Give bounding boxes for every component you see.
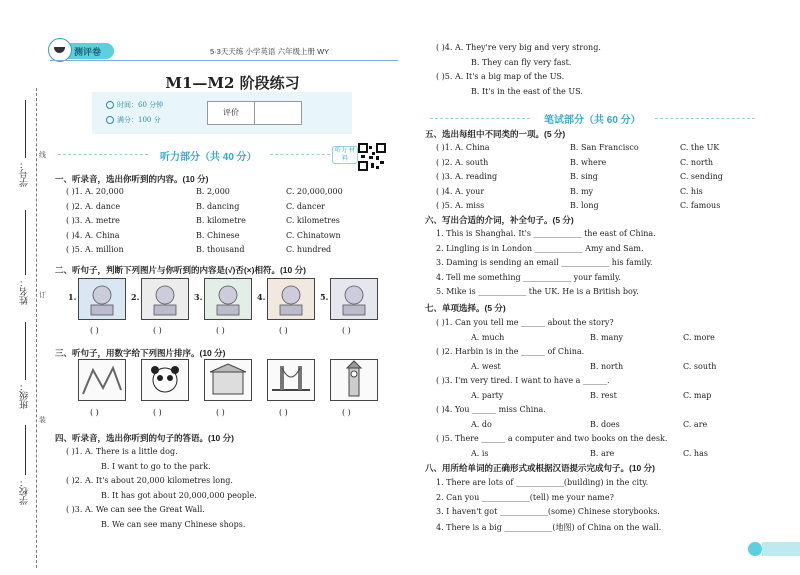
option-c[interactable]: C. the UK (680, 143, 720, 152)
option-c[interactable]: C. has (683, 448, 708, 458)
option-a[interactable]: A. is (471, 448, 489, 458)
option-a[interactable]: A. do (471, 419, 492, 429)
option-b[interactable]: B. dancing (196, 201, 240, 211)
option-a[interactable]: ( )2. A. south (436, 157, 489, 167)
score-line (106, 115, 161, 125)
option-c[interactable]: C. his (680, 186, 703, 196)
score-text: 满分：100 分 (117, 116, 161, 124)
number-line[interactable] (25, 100, 26, 158)
seal-char: 订 (39, 291, 46, 299)
picture-number: 4. (257, 292, 266, 302)
section-5-title: 五、选出每组中不同类的一项。(5 分) (425, 129, 566, 139)
qr-code-icon[interactable] (358, 143, 386, 171)
option-c[interactable]: C. hundred (286, 245, 332, 255)
number-label: 学号： (20, 160, 30, 187)
section-2-title: 二、听句子，判断下列图片与你听到的内容是(√)否(×)相符。(10 分) (55, 265, 306, 275)
question-line[interactable]: ( )2. Harbin is in the ______ of China. (436, 347, 585, 356)
reply-option-b[interactable]: B. We can see many Chinese shops. (101, 519, 246, 529)
option-b[interactable]: B. kilometre (196, 216, 246, 226)
reply-option-a[interactable]: ( )3. A. We can see the Great Wall. (66, 505, 205, 514)
binding-strip (0, 0, 45, 575)
question-line[interactable]: ( )4. You ______ miss China. (436, 405, 546, 414)
page-bar (762, 542, 800, 556)
option-c[interactable]: C. dancer (286, 201, 326, 211)
answer-paren[interactable]: ( ) (342, 326, 351, 335)
option-b[interactable]: B. my (570, 186, 594, 196)
option-b[interactable]: B. sing (570, 172, 598, 181)
series-info: 5·3天天练 小学英语 六年级上册 WY (210, 47, 330, 56)
option-b[interactable]: B. many (590, 332, 623, 342)
reply-option-a[interactable]: ( )1. A. There is a little dog. (66, 447, 178, 456)
page-marker-icon (748, 542, 762, 556)
test-badge (50, 43, 114, 59)
option-b[interactable]: B. Chinese (196, 230, 240, 240)
section-8-title: 八、用所给单词的正确形式或根据汉语提示完成句子。(10 分) (425, 463, 655, 473)
banner-rule (58, 154, 148, 155)
option-c[interactable]: C. map (683, 390, 712, 400)
option-c[interactable]: C. Chinatown (286, 230, 341, 240)
reply-option-a[interactable]: ( )4. A. They're very big and very strong. (436, 43, 601, 52)
banner-rule (655, 118, 755, 119)
mascot-icon (48, 38, 72, 62)
option-a[interactable]: ( )5. A. miss (436, 201, 485, 210)
cut-line (36, 88, 37, 568)
section-6-title: 六、写出合适的介词，补全句子。(5 分) (425, 215, 574, 225)
answer-paren[interactable]: ( ) (90, 326, 99, 335)
option-b[interactable]: B. thousand (196, 245, 245, 255)
answer-paren[interactable]: ( ) (279, 408, 288, 417)
time-line (106, 100, 163, 110)
time-text: 时间：60 分钟 (117, 101, 164, 109)
info-box (92, 92, 352, 134)
picture (78, 359, 126, 401)
option-b[interactable]: B. San Francisco (570, 143, 639, 152)
evaluation-label: 评价 (207, 101, 255, 125)
section-4-title: 四、听录音，选出你听到的句子的答语。(10 分) (55, 433, 234, 443)
reply-option-b[interactable]: B. They can fly very fast. (471, 57, 572, 67)
option-c[interactable]: C. are (683, 419, 708, 429)
school-label: 学校： (20, 478, 30, 505)
picture (204, 359, 252, 401)
name-label: 姓名： (20, 278, 30, 305)
answer-paren[interactable]: ( ) (153, 326, 162, 335)
option-a[interactable]: A. west (471, 361, 501, 371)
picture (330, 278, 378, 320)
fill-blank-line[interactable]: 2. Can you ____________(tell) me your name? (436, 492, 614, 502)
option-c[interactable]: C. south (683, 361, 717, 371)
option-c[interactable]: C. famous (680, 201, 721, 210)
class-line[interactable] (25, 322, 26, 380)
picture (267, 278, 315, 320)
option-row-a[interactable]: ( )2. A. dance (66, 201, 121, 211)
evaluation-box[interactable] (254, 101, 302, 125)
check-icon (106, 116, 114, 124)
fill-blank-line[interactable]: 2. Lingling is in London ____________ Amy and Sam. (436, 243, 644, 253)
option-row-a[interactable]: ( )5. A. million (66, 245, 124, 255)
option-b[interactable]: B. where (570, 157, 607, 167)
banner-rule (430, 118, 530, 119)
reply-option-b[interactable]: B. It's in the east of the US. (471, 86, 583, 96)
reply-option-b[interactable]: B. I want to go to the park. (101, 461, 211, 471)
fill-blank-line[interactable]: 1. There are lots of ____________(building) in the city. (436, 478, 649, 487)
option-c[interactable]: C. north (680, 157, 714, 167)
fill-blank-line[interactable]: 4. There is a big ____________(地图) of China on the wall. (436, 522, 662, 532)
option-a[interactable]: A. much (471, 332, 505, 342)
picture (141, 278, 189, 320)
answer-paren[interactable]: ( ) (216, 326, 225, 335)
picture-number: 3. (194, 292, 203, 302)
fill-blank-line[interactable]: 5. Mike is ____________ the UK. He is a British boy. (436, 287, 639, 297)
fill-blank-line[interactable]: 4. Tell me something ____________ your family. (436, 272, 621, 282)
option-a[interactable]: ( )3. A. reading (436, 172, 498, 181)
question-line[interactable]: ( )3. I'm very tired. I want to have a ______. (436, 376, 610, 385)
class-label: 班级： (20, 382, 30, 409)
qr-label: 听力 材料 (332, 146, 358, 164)
answer-paren[interactable]: ( ) (90, 408, 99, 417)
badge-text: 测评卷 (74, 47, 102, 57)
seal-char: 线 (39, 151, 46, 159)
picture (267, 359, 315, 401)
listening-banner: 听力部分（共 40 分） (160, 152, 257, 163)
fill-blank-line[interactable]: 3. I haven't got ____________(some) Chinese storybooks. (436, 507, 660, 517)
option-b[interactable]: B. north (590, 361, 624, 371)
picture (141, 359, 189, 401)
option-b[interactable]: B. long (570, 201, 599, 210)
section-3-title: 三、听句子，用数字给下列图片排序。(10 分) (55, 348, 226, 358)
answer-paren[interactable]: ( ) (342, 408, 351, 417)
picture-number: 5. (320, 292, 329, 302)
option-row-a[interactable]: ( )3. A. metre (66, 216, 120, 226)
option-b[interactable]: B. 2,000 (196, 187, 230, 196)
reply-option-a[interactable]: ( )2. A. It's about 20,000 kilometres long. (66, 476, 233, 485)
picture (204, 278, 252, 320)
option-c[interactable]: C. more (683, 332, 715, 342)
answer-paren[interactable]: ( ) (216, 408, 225, 417)
fill-blank-line[interactable]: 1. This is Shanghai. It's ____________ the east of China. (436, 229, 656, 238)
option-row-a[interactable]: ( )1. A. 20,000 (66, 187, 124, 196)
seal-char: 装 (39, 416, 46, 424)
option-row-a[interactable]: ( )4. A. China (66, 230, 120, 240)
section-7-title: 七、单项选择。(5 分) (425, 303, 506, 313)
picture (330, 359, 378, 401)
picture-number: 2. (131, 292, 140, 302)
option-b[interactable]: B. does (590, 419, 620, 429)
question-line[interactable]: ( )5. There ______ a computer and two books on the desk. (436, 434, 668, 443)
picture (78, 278, 126, 320)
option-c[interactable]: C. 20,000,000 (286, 187, 343, 196)
page-title: M1—M2 阶段练习 (165, 74, 300, 92)
option-a[interactable]: ( )4. A. your (436, 186, 485, 196)
option-c[interactable]: C. kilometres (286, 216, 340, 226)
banner-rule (270, 154, 330, 155)
name-line[interactable] (25, 210, 26, 275)
option-b[interactable]: B. are (590, 448, 615, 458)
header-rule (50, 60, 398, 61)
reply-option-a[interactable]: ( )5. A. It's a big map of the US. (436, 72, 565, 81)
option-b[interactable]: B. rest (590, 390, 617, 400)
answer-paren[interactable]: ( ) (279, 326, 288, 335)
option-c[interactable]: C. sending (680, 172, 723, 181)
writing-banner: 笔试部分（共 60 分） (544, 115, 641, 126)
question-line[interactable]: ( )1. Can you tell me ______ about the story? (436, 318, 614, 327)
clock-icon (106, 101, 114, 109)
reply-option-b[interactable]: B. It has got about 20,000,000 people. (101, 490, 257, 500)
picture-number: 1. (68, 292, 77, 302)
school-line[interactable] (25, 425, 26, 475)
fill-blank-line[interactable]: 3. Daming is sending an email ____________ his family. (436, 258, 653, 268)
answer-paren[interactable]: ( ) (153, 408, 162, 417)
option-a[interactable]: ( )1. A. China (436, 143, 490, 152)
section-1-title: 一、听录音，选出你听到的内容。(10 分) (55, 174, 209, 184)
option-a[interactable]: A. party (471, 390, 504, 400)
